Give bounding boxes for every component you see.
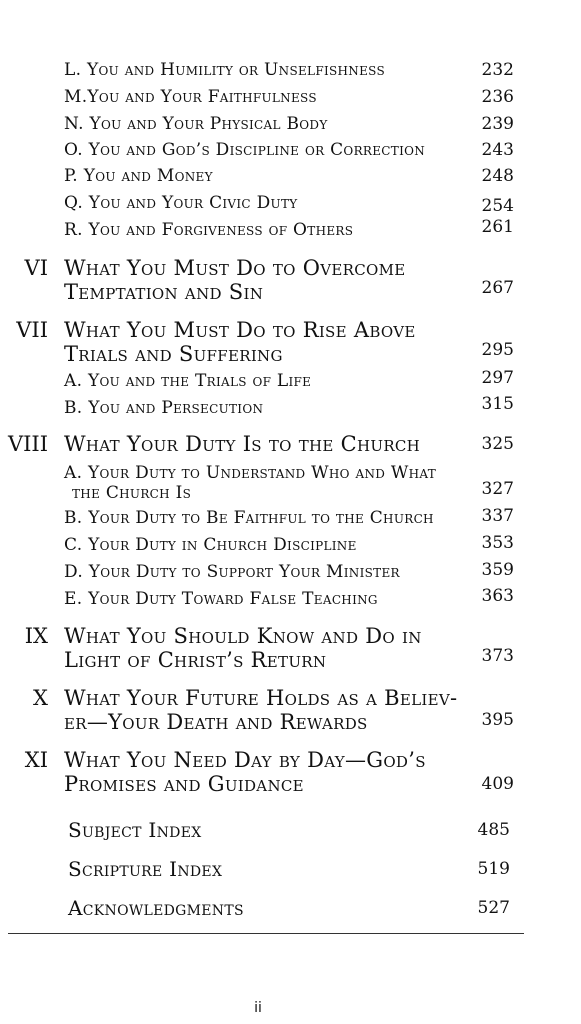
toc-entry-page: 248 <box>481 166 514 186</box>
chapter-title-line: What Your Future Holds as a Believ- <box>64 686 458 710</box>
toc-entry-title: Q. You and Your Civic Duty <box>64 193 298 213</box>
toc-entry-title: B. Your Duty to Be Faithful to the Church <box>64 508 434 528</box>
toc-entry-page: 353 <box>481 533 514 553</box>
chapter-page: 325 <box>481 434 514 454</box>
toc-entry-title: C. Your Duty in Church Discipline <box>64 535 357 555</box>
toc-entry-page: 337 <box>481 506 514 526</box>
chapter-page: 267 <box>481 278 514 298</box>
chapter-page: 409 <box>481 774 514 794</box>
toc-entry-page: 327 <box>481 479 514 499</box>
toc-entry-page: 232 <box>481 60 514 80</box>
toc-entry-page: 297 <box>481 368 514 388</box>
toc-entry-page: 239 <box>481 114 514 134</box>
chapter-title-line: What You Need Day by Day—God’s <box>64 748 426 772</box>
toc-entry-title: O. You and God’s Discipline or Correction <box>64 140 426 160</box>
toc-entry-page: 261 <box>481 217 514 237</box>
chapter-title-line: Temptation and Sin <box>64 280 264 304</box>
page-number: ii <box>254 1000 262 1016</box>
toc-entry-title: D. Your Duty to Support Your Minister <box>64 562 400 582</box>
index-title: Subject Index <box>68 818 202 842</box>
chapter-number: VIII <box>7 432 48 456</box>
chapter-number: VI <box>24 256 48 280</box>
chapter-title-line: Trials and Suffering <box>64 342 283 366</box>
chapter-title-line: er—Your Death and Rewards <box>64 710 368 734</box>
toc-entry-page: 236 <box>481 87 514 107</box>
chapter-number: XI <box>24 748 48 772</box>
chapter-title-line: Promises and Guidance <box>64 772 304 796</box>
chapter-title <box>64 256 484 304</box>
chapter-page: 395 <box>481 710 514 730</box>
chapter-title-line: What You Must Do to Rise Above <box>64 318 416 342</box>
chapter-title <box>64 432 484 456</box>
toc-entry-title: M.You and Your Faithfulness <box>64 87 317 107</box>
toc-entry-title: P. You and Money <box>64 166 213 186</box>
chapter-page: 295 <box>481 340 514 360</box>
toc-entry-page: 315 <box>481 394 514 414</box>
chapter-title <box>64 748 484 796</box>
toc-entry-title: N. You and Your Physical Body <box>64 114 328 134</box>
index-title: Scripture Index <box>68 857 223 881</box>
toc-entry-title-line: A. Your Duty to Understand Who and What <box>64 463 437 483</box>
toc-entry-title: B. You and Persecution <box>64 398 264 418</box>
chapter-title-line: Light of Christ’s Return <box>64 648 327 672</box>
chapter-title <box>64 686 484 734</box>
index-page: 485 <box>477 820 510 840</box>
chapter-page: 373 <box>481 646 514 666</box>
toc-entry-title-line: the Church Is <box>72 483 192 503</box>
chapter-title <box>64 318 484 366</box>
toc-entry-page: 359 <box>481 560 514 580</box>
chapter-number: VII <box>16 318 48 342</box>
toc-entry-title: E. Your Duty Toward False Teaching <box>64 589 378 609</box>
toc-entry-title: L. You and Humility or Unselfishness <box>64 60 385 80</box>
index-page: 527 <box>477 898 510 918</box>
bottom-rule <box>8 933 524 934</box>
index-title: Acknowledgments <box>68 896 244 920</box>
toc-entry-page: 254 <box>481 196 514 216</box>
toc-entry-title <box>64 463 484 503</box>
toc-entry-page: 243 <box>481 140 514 160</box>
chapter-number: IX <box>24 624 48 648</box>
toc-entry-page: 363 <box>481 586 514 606</box>
toc-entry-title: A. You and the Trials of Life <box>64 371 312 391</box>
index-page: 519 <box>477 859 510 879</box>
chapter-title-line: What You Should Know and Do in <box>64 624 422 648</box>
chapter-title-line: What Your Duty Is to the Church <box>64 432 421 456</box>
toc-entry-title: R. You and Forgiveness of Others <box>64 220 354 240</box>
chapter-title <box>64 624 484 672</box>
chapter-number: X <box>33 686 48 710</box>
chapter-title-line: What You Must Do to Overcome <box>64 256 406 280</box>
